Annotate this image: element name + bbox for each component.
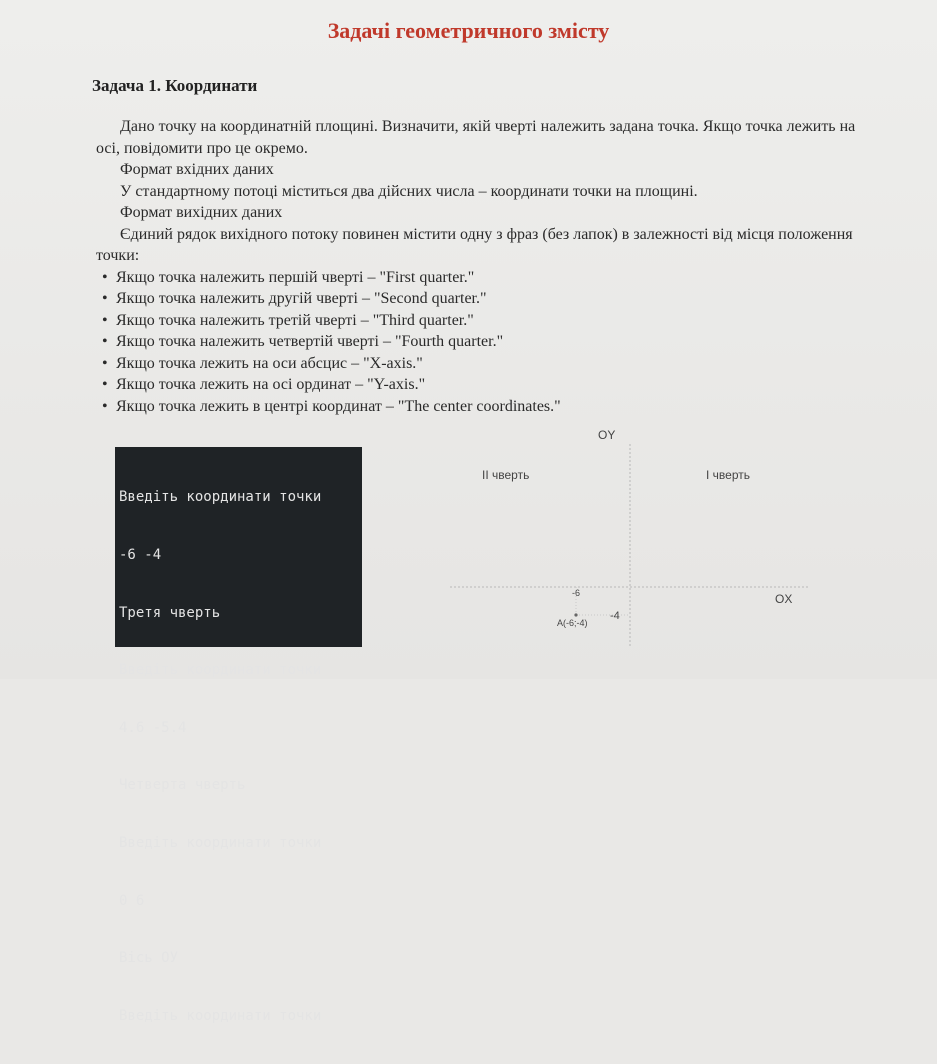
problem-statement: Дано точку на координатній площині. Визначити, якій чверті належить задана точка. Якщо точка лежить на осі, повідомити про це окремо.: [96, 118, 856, 157]
quadrant-1-label: I чверть: [706, 468, 750, 482]
console-line: Четверта чверть: [119, 777, 246, 794]
console-line: Третя чверть: [119, 604, 221, 621]
y-tick-label: -4: [610, 610, 620, 622]
console-line: Введіть координати точки: [119, 489, 322, 506]
console-output: [115, 447, 362, 1024]
point-a-marker: [574, 613, 577, 616]
output-cases-list: [96, 267, 876, 418]
console-line: 4.6 -5.4: [119, 719, 187, 736]
console-line: Введіть координати точки: [119, 662, 322, 679]
input-format-heading: Формат вхідних даних: [120, 161, 274, 178]
console-line: -6 -4: [119, 547, 162, 563]
coordinate-diagram: [420, 420, 840, 650]
x-tick-label: -6: [572, 588, 581, 598]
task-title: Задача 1. Координати: [92, 76, 258, 95]
console-line: Введіть координати точки: [119, 834, 322, 851]
quadrant-2-label: II чверть: [482, 468, 530, 482]
list-item: • Якщо точка належить першій чверті – "First quarter.": [116, 267, 876, 289]
list-item: • Якщо точка лежить на оси абсцис – "X-axis.": [116, 353, 876, 375]
task-description: [96, 116, 876, 417]
console-line: 0 6: [119, 892, 145, 909]
point-a-label: A(-6;-4): [557, 618, 588, 628]
list-item: • Якщо точка належить третій чверті – "Third quarter.": [116, 310, 876, 332]
list-item: • Якщо точка належить другій чверті – "Second quarter.": [116, 288, 876, 310]
output-format-text: Єдиний рядок вихідного потоку повинен містити одну з фраз (без лапок) в залежності від місця положення точки:: [96, 225, 853, 264]
list-item: • Якщо точка належить четвертій чверті – "Fourth quarter.": [116, 331, 876, 353]
output-format-heading: Формат вихідних даних: [120, 204, 283, 221]
x-axis-label: OX: [775, 592, 793, 606]
coordinate-axes: [420, 420, 840, 650]
list-item: • Якщо точка лежить в центрі координат – "The center coordinates.": [116, 396, 876, 418]
list-item: • Якщо точка лежить на осі ординат – "Y-axis.": [116, 374, 876, 396]
page-title: Задачі геометричного змісту: [327, 18, 610, 43]
console-line: Вісь ОУ: [119, 950, 179, 967]
input-format-text: У стандартному потоці міститься два дійсних числа – координати точки на площині.: [120, 182, 698, 200]
y-axis-label: OY: [598, 428, 616, 442]
console-line: Введіть координати точки: [119, 1007, 322, 1024]
